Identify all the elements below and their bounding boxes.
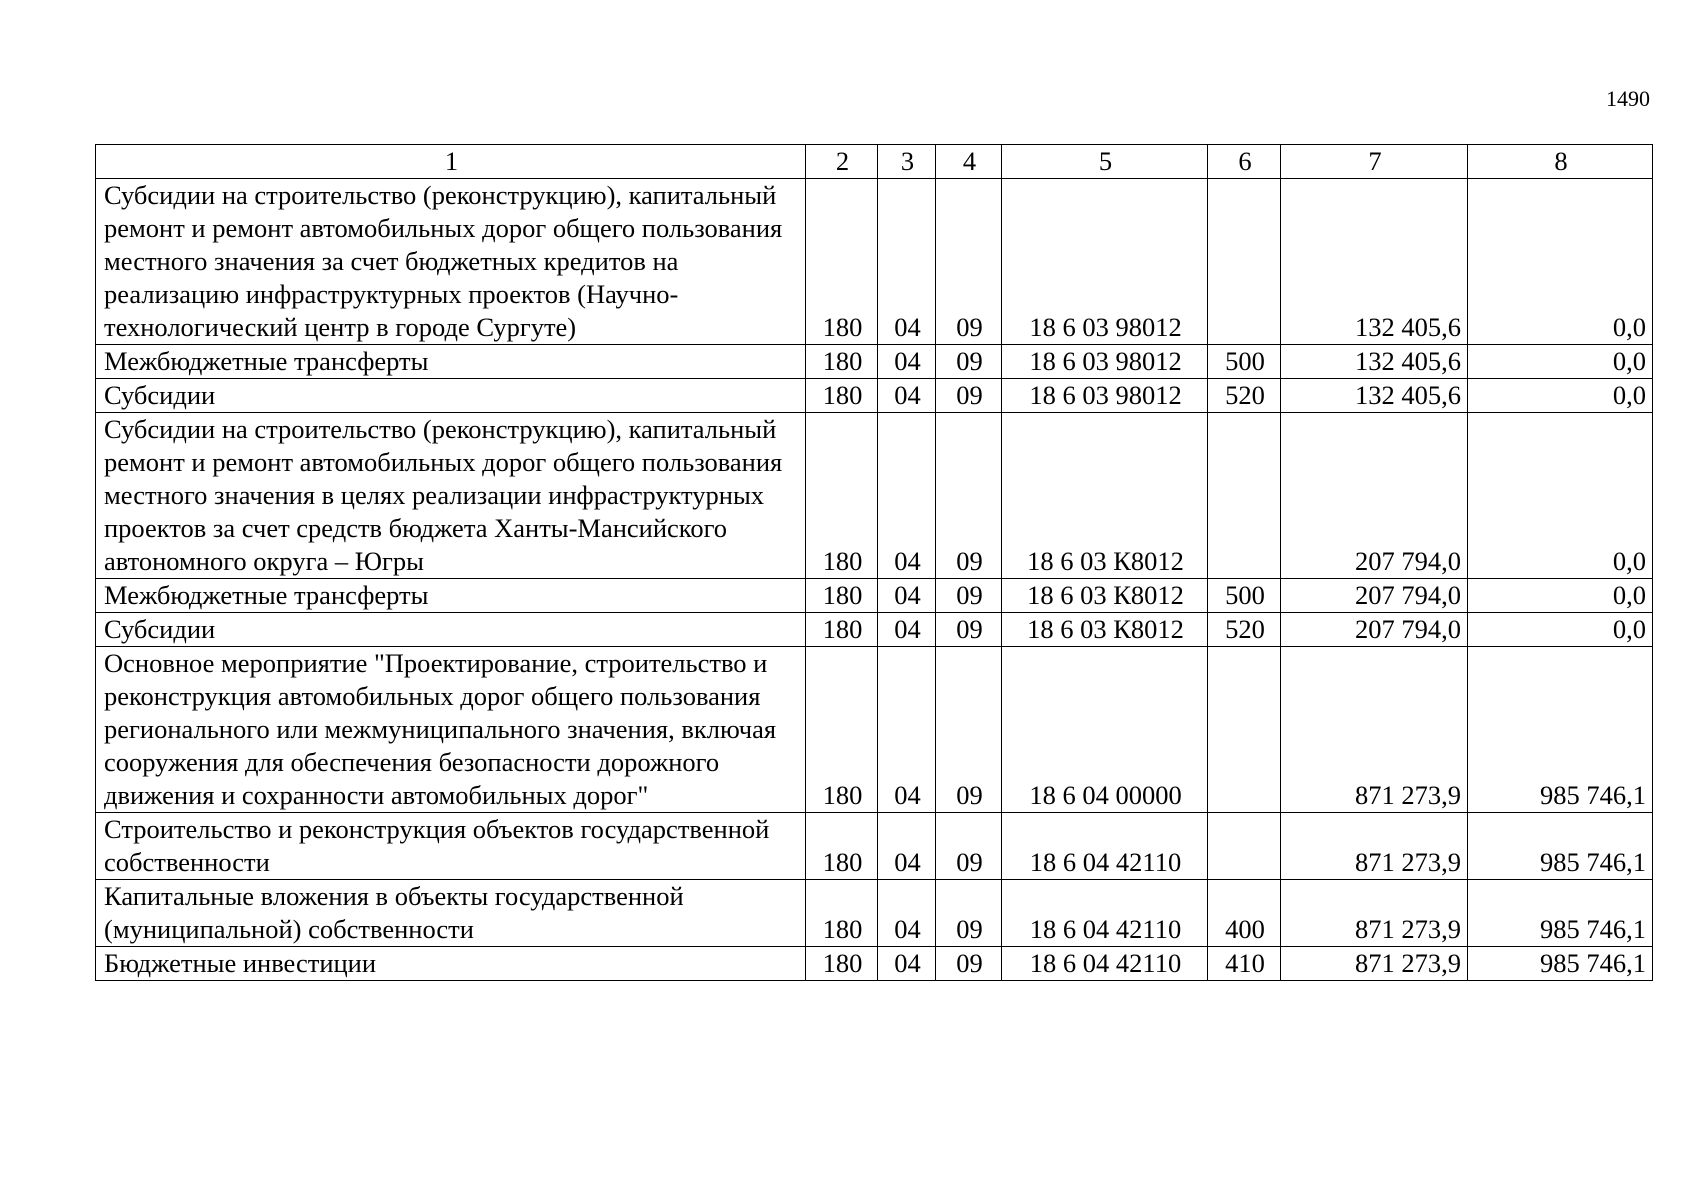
amount-col8: 0,0 [1468, 579, 1653, 613]
subsection-code: 09 [936, 813, 1002, 880]
page-number: 1490 [1606, 86, 1650, 111]
expense-type-code: 410 [1208, 947, 1281, 981]
subsection-code: 09 [936, 647, 1002, 813]
table-row [96, 880, 1653, 947]
column-number: 3 [878, 145, 936, 179]
item-name: Межбюджетные трансферты [96, 345, 806, 379]
ministry-code: 180 [806, 947, 878, 981]
amount-col7: 871 273,9 [1281, 947, 1468, 981]
item-name: Субсидии на строительство (реконструкцию), капитальный ремонт и ремонт автомобильных дорог общего пользования местного значения за счет бюджетных кредитов на реализацию инфраструктурных проектов (Научно-технологический центр в городе Сургуте) [96, 179, 806, 345]
table-row [96, 813, 1653, 880]
item-name: Субсидии на строительство (реконструкцию), капитальный ремонт и ремонт автомобильных дорог общего пользования местного значения в целях реализации инфраструктурных проектов за счет средств бюджета Ханты-Мансийского автономного округа – Югры [96, 413, 806, 579]
expense-type-code [1208, 413, 1281, 579]
item-name: Строительство и реконструкция объектов государственной собственности [96, 813, 806, 880]
item-name: Основное мероприятие "Проектирование, строительство и реконструкция автомобильных дорог общего пользования регионального или межмуниципального значения, включая сооружения для обеспечения безопасности дорожного движения и сохранности автомобильных дорог" [96, 647, 806, 813]
section-code: 04 [878, 179, 936, 345]
ministry-code: 180 [806, 813, 878, 880]
section-code: 04 [878, 947, 936, 981]
section-code: 04 [878, 413, 936, 579]
expense-type-code [1208, 813, 1281, 880]
amount-col7: 871 273,9 [1281, 813, 1468, 880]
column-number: 8 [1468, 145, 1653, 179]
amount-col8: 0,0 [1468, 179, 1653, 345]
column-number: 6 [1208, 145, 1281, 179]
expense-type-code: 520 [1208, 379, 1281, 413]
amount-col7: 207 794,0 [1281, 413, 1468, 579]
column-number-row [96, 145, 1653, 179]
target-article-code: 18 6 03 98012 [1002, 379, 1208, 413]
budget-table [95, 144, 1653, 981]
section-code: 04 [878, 579, 936, 613]
column-number: 7 [1281, 145, 1468, 179]
table-row [96, 379, 1653, 413]
expense-type-code: 400 [1208, 880, 1281, 947]
target-article-code: 18 6 04 42110 [1002, 813, 1208, 880]
amount-col8: 0,0 [1468, 379, 1653, 413]
item-name: Субсидии [96, 613, 806, 647]
column-number: 2 [806, 145, 878, 179]
subsection-code: 09 [936, 179, 1002, 345]
amount-col8: 985 746,1 [1468, 813, 1653, 880]
amount-col8: 985 746,1 [1468, 880, 1653, 947]
item-name: Межбюджетные трансферты [96, 579, 806, 613]
section-code: 04 [878, 345, 936, 379]
amount-col7: 132 405,6 [1281, 345, 1468, 379]
target-article-code: 18 6 03 98012 [1002, 345, 1208, 379]
table-row [96, 613, 1653, 647]
amount-col8: 0,0 [1468, 613, 1653, 647]
subsection-code: 09 [936, 413, 1002, 579]
table-row [96, 647, 1653, 813]
ministry-code: 180 [806, 647, 878, 813]
column-number: 5 [1002, 145, 1208, 179]
target-article-code: 18 6 03 98012 [1002, 179, 1208, 345]
table-row [96, 947, 1653, 981]
ministry-code: 180 [806, 179, 878, 345]
expense-type-code [1208, 179, 1281, 345]
subsection-code: 09 [936, 345, 1002, 379]
amount-col8: 985 746,1 [1468, 647, 1653, 813]
subsection-code: 09 [936, 613, 1002, 647]
column-number: 1 [96, 145, 806, 179]
column-number: 4 [936, 145, 1002, 179]
item-name: Субсидии [96, 379, 806, 413]
item-name: Капитальные вложения в объекты государственной (муниципальной) собственности [96, 880, 806, 947]
amount-col7: 207 794,0 [1281, 613, 1468, 647]
section-code: 04 [878, 379, 936, 413]
amount-col8: 0,0 [1468, 413, 1653, 579]
table-row [96, 179, 1653, 345]
ministry-code: 180 [806, 379, 878, 413]
amount-col7: 871 273,9 [1281, 880, 1468, 947]
section-code: 04 [878, 613, 936, 647]
ministry-code: 180 [806, 579, 878, 613]
target-article-code: 18 6 03 К8012 [1002, 413, 1208, 579]
amount-col7: 132 405,6 [1281, 379, 1468, 413]
expense-type-code: 500 [1208, 579, 1281, 613]
subsection-code: 09 [936, 379, 1002, 413]
target-article-code: 18 6 03 К8012 [1002, 613, 1208, 647]
ministry-code: 180 [806, 413, 878, 579]
subsection-code: 09 [936, 880, 1002, 947]
target-article-code: 18 6 04 00000 [1002, 647, 1208, 813]
section-code: 04 [878, 813, 936, 880]
subsection-code: 09 [936, 579, 1002, 613]
table-row [96, 345, 1653, 379]
expense-type-code: 520 [1208, 613, 1281, 647]
table-row [96, 413, 1653, 579]
section-code: 04 [878, 880, 936, 947]
ministry-code: 180 [806, 613, 878, 647]
expense-type-code: 500 [1208, 345, 1281, 379]
amount-col8: 0,0 [1468, 345, 1653, 379]
amount-col7: 207 794,0 [1281, 579, 1468, 613]
subsection-code: 09 [936, 947, 1002, 981]
table-row [96, 579, 1653, 613]
section-code: 04 [878, 647, 936, 813]
expense-type-code [1208, 647, 1281, 813]
item-name: Бюджетные инвестиции [96, 947, 806, 981]
amount-col7: 132 405,6 [1281, 179, 1468, 345]
target-article-code: 18 6 04 42110 [1002, 947, 1208, 981]
amount-col7: 871 273,9 [1281, 647, 1468, 813]
target-article-code: 18 6 04 42110 [1002, 880, 1208, 947]
ministry-code: 180 [806, 345, 878, 379]
target-article-code: 18 6 03 К8012 [1002, 579, 1208, 613]
ministry-code: 180 [806, 880, 878, 947]
table-body [96, 145, 1653, 981]
amount-col8: 985 746,1 [1468, 947, 1653, 981]
